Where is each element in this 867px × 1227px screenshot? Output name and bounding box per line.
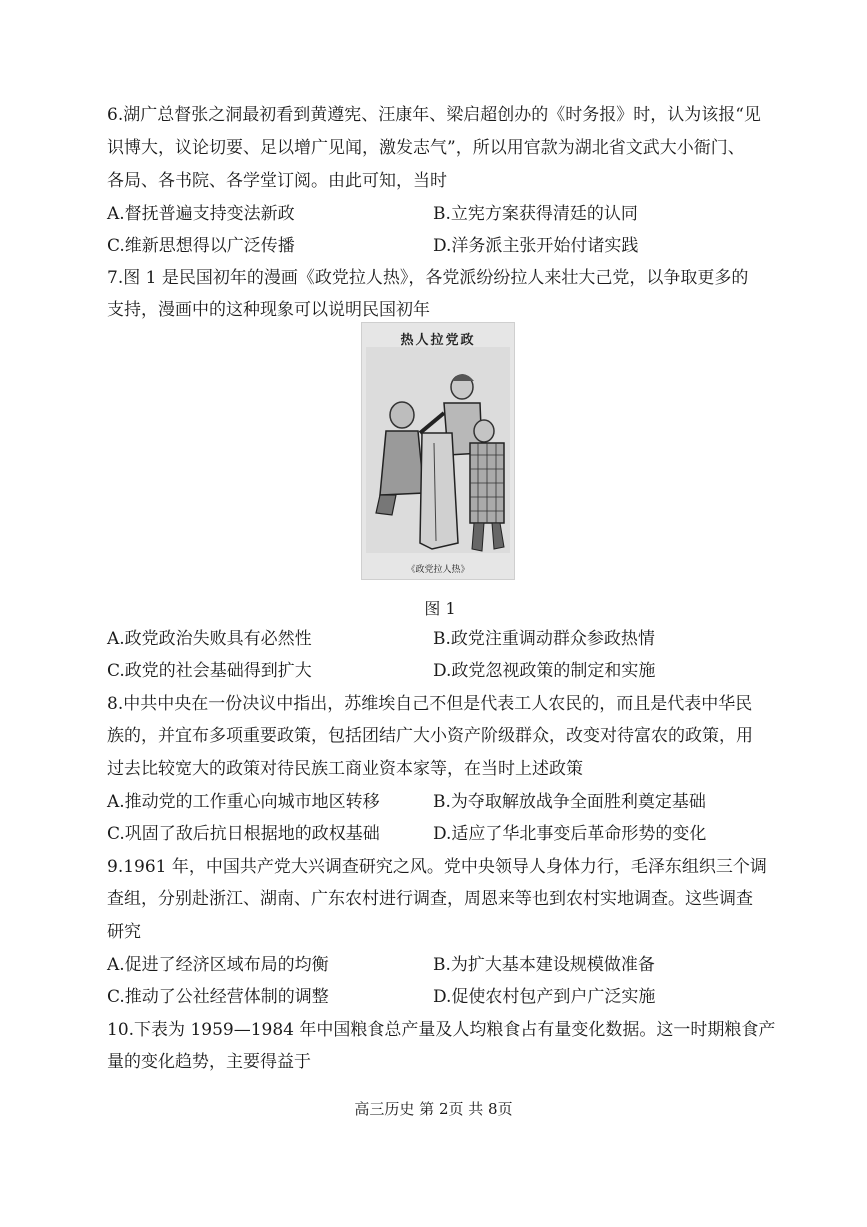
q7-option-a: A.政党政治失败具有必然性 bbox=[107, 629, 312, 649]
q9-stem-line-2: 查组，分别赴浙江、湖南、广东农村进行调查，周恩来等也到农村实地调查。这些调查 bbox=[107, 889, 753, 909]
q6-stem-line-2: 识博大，议论切要、足以增广见闻，激发志气”，所以用官款为湖北省文武大小衙门、 bbox=[107, 138, 745, 158]
q10-stem-line-2: 量的变化趋势，主要得益于 bbox=[107, 1052, 311, 1072]
q9-stem-line-3: 研究 bbox=[107, 922, 141, 942]
q9-option-b: B.为扩大基本建设规模做准备 bbox=[433, 955, 655, 975]
q7-stem-line-1: 7.图 1 是民国初年的漫画《政党拉人热》，各党派纷纷拉人来壮大己党，以争取更多的 bbox=[107, 268, 749, 288]
q7-option-d: D.政党忽视政策的制定和实施 bbox=[433, 661, 656, 681]
q9-option-c: C.推动了公社经营体制的调整 bbox=[107, 987, 329, 1007]
q6-option-a: A.督抚普遍支持变法新政 bbox=[107, 204, 295, 224]
q10-stem-line-1: 10.下表为 1959—1984 年中国粮食总产量及人均粮食占有量变化数据。这一时期粮食产 bbox=[107, 1020, 776, 1040]
page-footer: 高三历史 第 2页 共 8页 bbox=[354, 1100, 513, 1118]
q8-option-d: D.适应了华北事变后革命形势的变化 bbox=[433, 824, 707, 844]
q8-option-b: B.为夺取解放战争全面胜利奠定基础 bbox=[433, 792, 706, 812]
q6-option-b: B.立宪方案获得清廷的认同 bbox=[433, 204, 638, 224]
cartoon-title: 热人拉党政 bbox=[400, 333, 476, 348]
q8-stem-line-1: 8.中共中央在一份决议中指出，苏维埃自己不但是代表工人农民的，而且是代表中华民 bbox=[107, 694, 753, 714]
q7-option-c: C.政党的社会基础得到扩大 bbox=[107, 661, 312, 681]
q8-option-a: A.推动党的工作重心向城市地区转移 bbox=[107, 792, 380, 812]
q6-option-c: C.维新思想得以广泛传播 bbox=[107, 236, 295, 256]
q9-option-a: A.促进了经济区域布局的均衡 bbox=[107, 955, 329, 975]
q6-stem-line-3: 各局、各书院、各学堂订阅。由此可知，当时 bbox=[107, 171, 447, 191]
cartoon-illustration bbox=[362, 323, 514, 579]
q7-option-b: B.政党注重调动群众参政热情 bbox=[433, 629, 655, 649]
q7-stem-line-2: 支持，漫画中的这种现象可以说明民国初年 bbox=[107, 300, 430, 320]
q9-option-d: D.促使农村包产到户广泛实施 bbox=[433, 987, 656, 1007]
q9-stem-line-1: 9.1961 年，中国共产党大兴调查研究之风。党中央领导人身体力行，毛泽东组织三个调 bbox=[107, 857, 767, 877]
cartoon-figure bbox=[361, 322, 515, 580]
q8-option-c: C.巩固了敌后抗日根据地的政权基础 bbox=[107, 824, 380, 844]
figure-label: 图 1 bbox=[424, 599, 456, 618]
q6-option-d: D.洋务派主张开始付诸实践 bbox=[433, 236, 639, 256]
q8-stem-line-2: 族的，并宜布多项重要政策，包括团结广大小资产阶级群众，改变对待富农的政策，用 bbox=[107, 726, 753, 746]
q8-stem-line-3: 过去比较宽大的政策对待民族工商业资本家等，在当时上述政策 bbox=[107, 759, 583, 779]
q6-stem-line-1: 6.湖广总督张之洞最初看到黄遵宪、汪康年、梁启超创办的《时务报》时，认为该报“见 bbox=[107, 105, 761, 125]
cartoon-caption: 《政党拉人热》 bbox=[406, 565, 470, 575]
